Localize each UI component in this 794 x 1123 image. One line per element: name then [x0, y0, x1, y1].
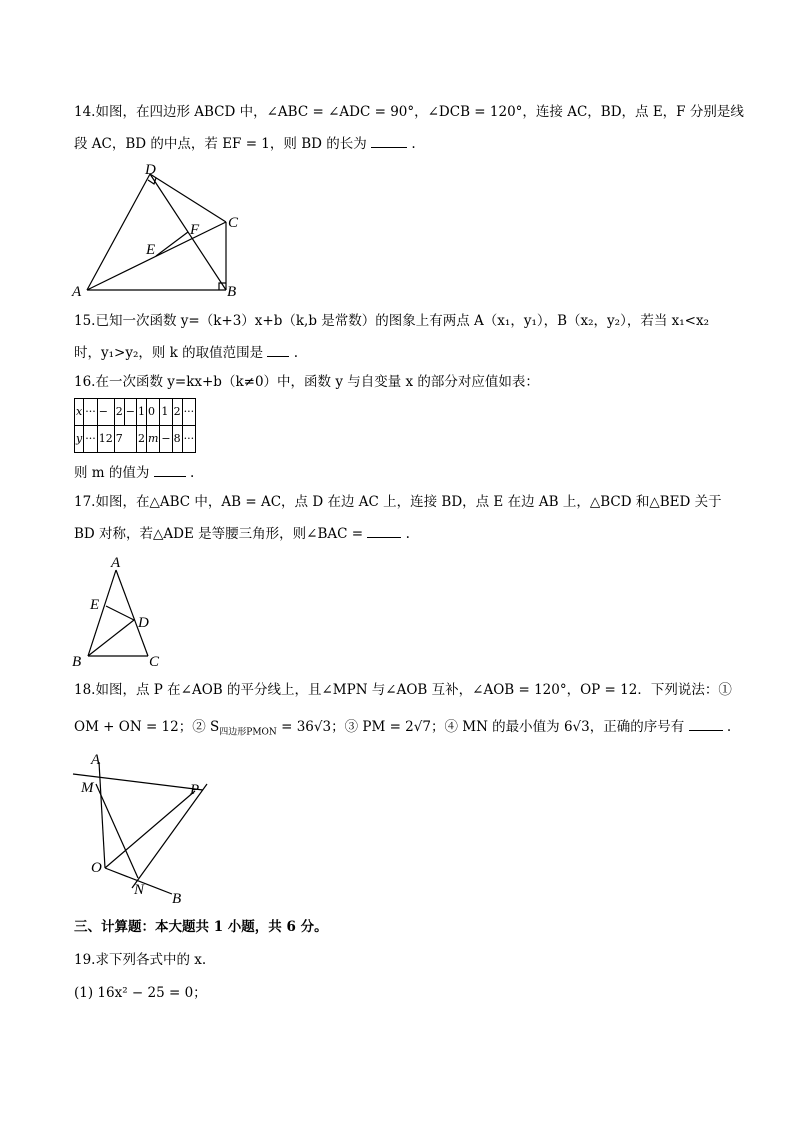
q17-figure — [68, 550, 178, 672]
q18-label-M: M — [81, 780, 94, 796]
q17-end: . — [405, 526, 410, 542]
q14-seg-AD — [87, 174, 150, 290]
q16-cell: − — [124, 399, 136, 426]
q14-end: . — [411, 136, 416, 152]
q16-cell: x — [75, 399, 84, 426]
q17-seg-BD — [88, 620, 134, 656]
q16-cell: 12 — [97, 426, 114, 453]
q16-cell: 2 — [172, 399, 182, 426]
q17-label-B: B — [72, 654, 82, 670]
q14-answer-blank — [371, 133, 407, 148]
q16-cell: m — [146, 426, 159, 453]
q14-line2 — [74, 133, 416, 154]
q18-answer-blank — [689, 716, 723, 731]
q18-line2-sub: 四边形PMON — [219, 727, 277, 738]
q17-label-D: D — [138, 615, 149, 631]
q16-cell: 8 — [172, 426, 182, 453]
q15-end: . — [293, 345, 299, 361]
q16-cell: 1 — [160, 399, 172, 426]
q18-line2-a: OM + ON = 12；② S — [74, 719, 220, 735]
q16-answer-text: 则 m 的值为 — [74, 465, 150, 481]
q16-cell: 7 — [114, 426, 136, 453]
q16-cell: 0 — [146, 399, 159, 426]
q16-cell: 2 — [114, 399, 124, 426]
q17-answer-blank — [367, 523, 401, 538]
q16-end: . — [189, 465, 195, 481]
q16-cell: − — [97, 399, 114, 426]
q16-cell: ··· — [84, 399, 98, 426]
q16-cell: y — [75, 426, 84, 453]
q14-label-E: E — [146, 242, 156, 258]
q14-label-B: B — [227, 284, 237, 300]
q17-label-C: C — [149, 654, 160, 670]
q16-cell: − — [160, 426, 172, 453]
q14-figure — [66, 160, 256, 305]
q18-label-O: O — [91, 860, 102, 876]
q17-line1: 17.如图，在△ABC 中，AB = AC，点 D 在边 AC 上，连接 BD，点 E 在边 AB 上，△BCD 和△BED 关于 — [74, 494, 722, 510]
q18-label-A: A — [91, 752, 101, 768]
q18-seg-MN — [96, 784, 138, 878]
q18-label-P: P — [190, 782, 200, 798]
q16-answer-line — [74, 462, 194, 483]
q16-cell: ··· — [84, 426, 98, 453]
q14-label-C: C — [228, 215, 239, 231]
q16-line1: 16.在一次函数 y=kx+b（k≠0）中，函数 y 与自变量 x 的部分对应值如表： — [74, 374, 539, 390]
q17-line2-text: BD 对称，若△ADE 是等腰三角形，则∠BAC = — [74, 526, 364, 542]
q16-value-table — [74, 398, 196, 453]
q19-line1: 19.求下列各式中的 x. — [74, 952, 207, 968]
q15-line1: 15.已知一次函数 y=（k+3）x+b（k,b 是常数）的图象上有两点 A（x₁，y₁），B（x₂，y₂），若当 x₁<x₂ — [74, 313, 709, 329]
q18-figure — [68, 748, 218, 908]
q14-seg-EF — [156, 232, 188, 256]
q16-cell: 2 — [136, 426, 146, 453]
q14-right-angle-D — [148, 178, 156, 184]
q16-row-y — [75, 426, 196, 453]
q18-seg-OP — [105, 791, 195, 868]
q15-line2-text: 时，y₁>y₂，则 k 的取值范围是 — [74, 345, 264, 361]
q17-label-E: E — [90, 597, 100, 613]
q18-label-N: N — [134, 882, 145, 898]
q16-cell: ··· — [182, 426, 196, 453]
q17-label-A: A — [111, 555, 121, 571]
q15-answer-blank — [267, 342, 289, 357]
q14-seg-DC — [150, 174, 226, 222]
q18-line2-b: = 36√3；③ PM = 2√7；④ MN 的最小值为 6√3，正确的序号有 — [276, 719, 685, 735]
q14-label-F: F — [190, 222, 200, 238]
q16-answer-blank — [154, 462, 186, 477]
q18-line2 — [74, 716, 731, 743]
q19-sub1: (1) 16x² − 25 = 0； — [74, 985, 207, 1001]
q14-label-A: A — [72, 284, 82, 300]
q16-cell: ··· — [182, 399, 196, 426]
q16-row-x — [75, 399, 196, 426]
q17-seg-AB — [88, 570, 116, 656]
q18-end: . — [726, 719, 732, 735]
q16-cell: 1 — [136, 399, 146, 426]
q18-label-B: B — [172, 891, 182, 907]
q14-line1: 14.如图，在四边形 ABCD 中，∠ABC = ∠ADC = 90°，∠DCB = 120°，连接 AC，BD，点 E，F 分别是线 — [74, 104, 744, 120]
q15-line2 — [74, 342, 298, 363]
q18-line1: 18.如图，点 P 在∠AOB 的平分线上，且∠MPN 与∠AOB 互补，∠AOB = 120°，OP = 12．下列说法：① — [74, 682, 732, 698]
q17-line2 — [74, 523, 410, 544]
section-3-heading: 三、计算题：本大题共 1 小题，共 6 分。 — [74, 919, 328, 935]
q14-label-D: D — [145, 162, 156, 178]
q14-line2-text: 段 AC，BD 的中点，若 EF = 1，则 BD 的长为 — [74, 136, 367, 152]
